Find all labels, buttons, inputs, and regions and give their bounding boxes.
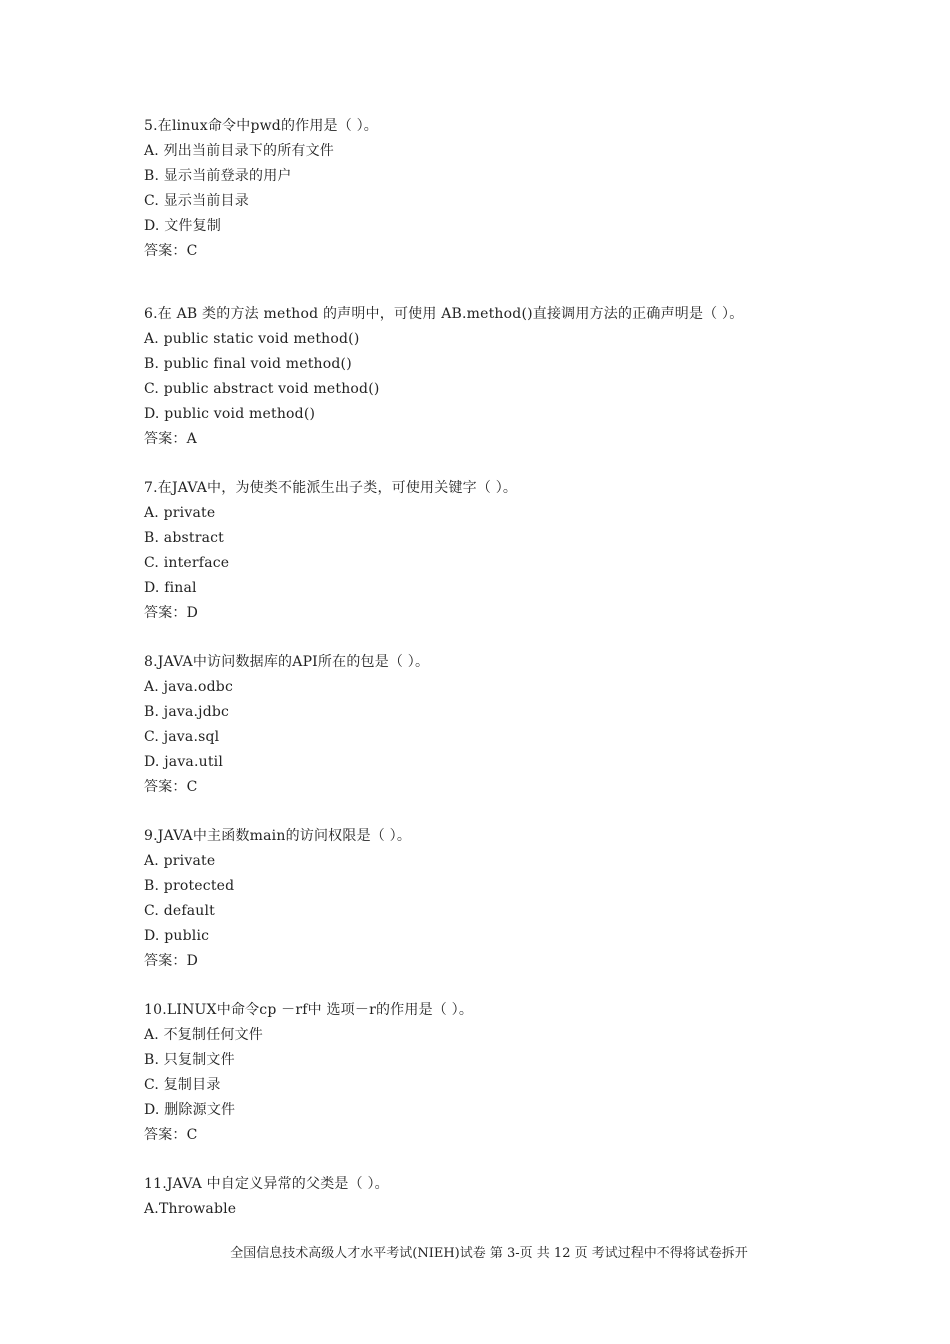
spacer [144, 626, 934, 650]
question-8 [144, 650, 934, 800]
option-b: B. 显示当前登录的用户 [144, 168, 292, 184]
option-d: D. public [144, 928, 210, 944]
answer: 答案：C [144, 779, 198, 795]
question-11 [144, 1172, 934, 1222]
question-10 [144, 998, 934, 1148]
option-b: B. java.jdbc [144, 704, 230, 720]
question-7 [144, 476, 934, 626]
option-a: A.Throwable [144, 1201, 237, 1217]
option-b: B. protected [144, 878, 235, 894]
option-a: A. java.odbc [144, 679, 233, 695]
option-c: C. public abstract void method() [144, 381, 380, 397]
spacer [144, 452, 934, 476]
spacer [144, 1148, 934, 1172]
spacer [144, 974, 934, 998]
answer: 答案：C [144, 243, 198, 259]
option-c: C. default [144, 903, 216, 919]
option-b: B. 只复制文件 [144, 1052, 235, 1068]
option-a: A. public static void method() [144, 331, 360, 347]
option-d: D. 文件复制 [144, 218, 222, 234]
question-stem: 6.在 AB 类的方法 method 的声明中，可使用 AB.method()直接调用方法的正确声明是（ ）。 [144, 306, 744, 322]
spacer [144, 264, 934, 302]
option-a: A. private [144, 853, 216, 869]
question-stem: 7.在JAVA中，为使类不能派生出子类，可使用关键字（ ）。 [144, 480, 518, 496]
question-6 [144, 302, 934, 452]
option-c: C. 显示当前目录 [144, 193, 249, 209]
option-d: D. final [144, 580, 197, 596]
option-a: A. 不复制任何文件 [144, 1027, 264, 1043]
page-content [144, 114, 934, 1222]
answer: 答案：C [144, 1127, 198, 1143]
option-a: A. 列出当前目录下的所有文件 [144, 143, 335, 159]
page-footer: 全国信息技术高级人才水平考试(NIEH)试卷 第 3-页 共 12 页 考试过程中不得将试卷拆开 [230, 1246, 748, 1261]
question-5 [144, 114, 934, 264]
question-9 [144, 824, 934, 974]
answer: 答案：A [144, 431, 197, 447]
option-b: B. public final void method() [144, 356, 352, 372]
option-c: C. interface [144, 555, 230, 571]
question-stem: 9.JAVA中主函数main的访问权限是（ ）。 [144, 828, 412, 844]
option-b: B. abstract [144, 530, 225, 546]
question-stem: 5.在linux命令中pwd的作用是（ ）。 [144, 118, 378, 134]
option-c: C. 复制目录 [144, 1077, 221, 1093]
question-stem: 11.JAVA 中自定义异常的父类是（ ）。 [144, 1176, 389, 1192]
answer: 答案：D [144, 953, 199, 969]
option-d: D. public void method() [144, 406, 316, 422]
question-stem: 8.JAVA中访问数据库的API所在的包是（ ）。 [144, 654, 430, 670]
option-c: C. java.sql [144, 729, 220, 745]
option-a: A. private [144, 505, 216, 521]
spacer [144, 800, 934, 824]
option-d: D. 删除源文件 [144, 1102, 236, 1118]
answer: 答案：D [144, 605, 199, 621]
question-stem: 10.LINUX中命令cp －rf中 选项－r的作用是（ ）。 [144, 1002, 474, 1018]
option-d: D. java.util [144, 754, 224, 770]
